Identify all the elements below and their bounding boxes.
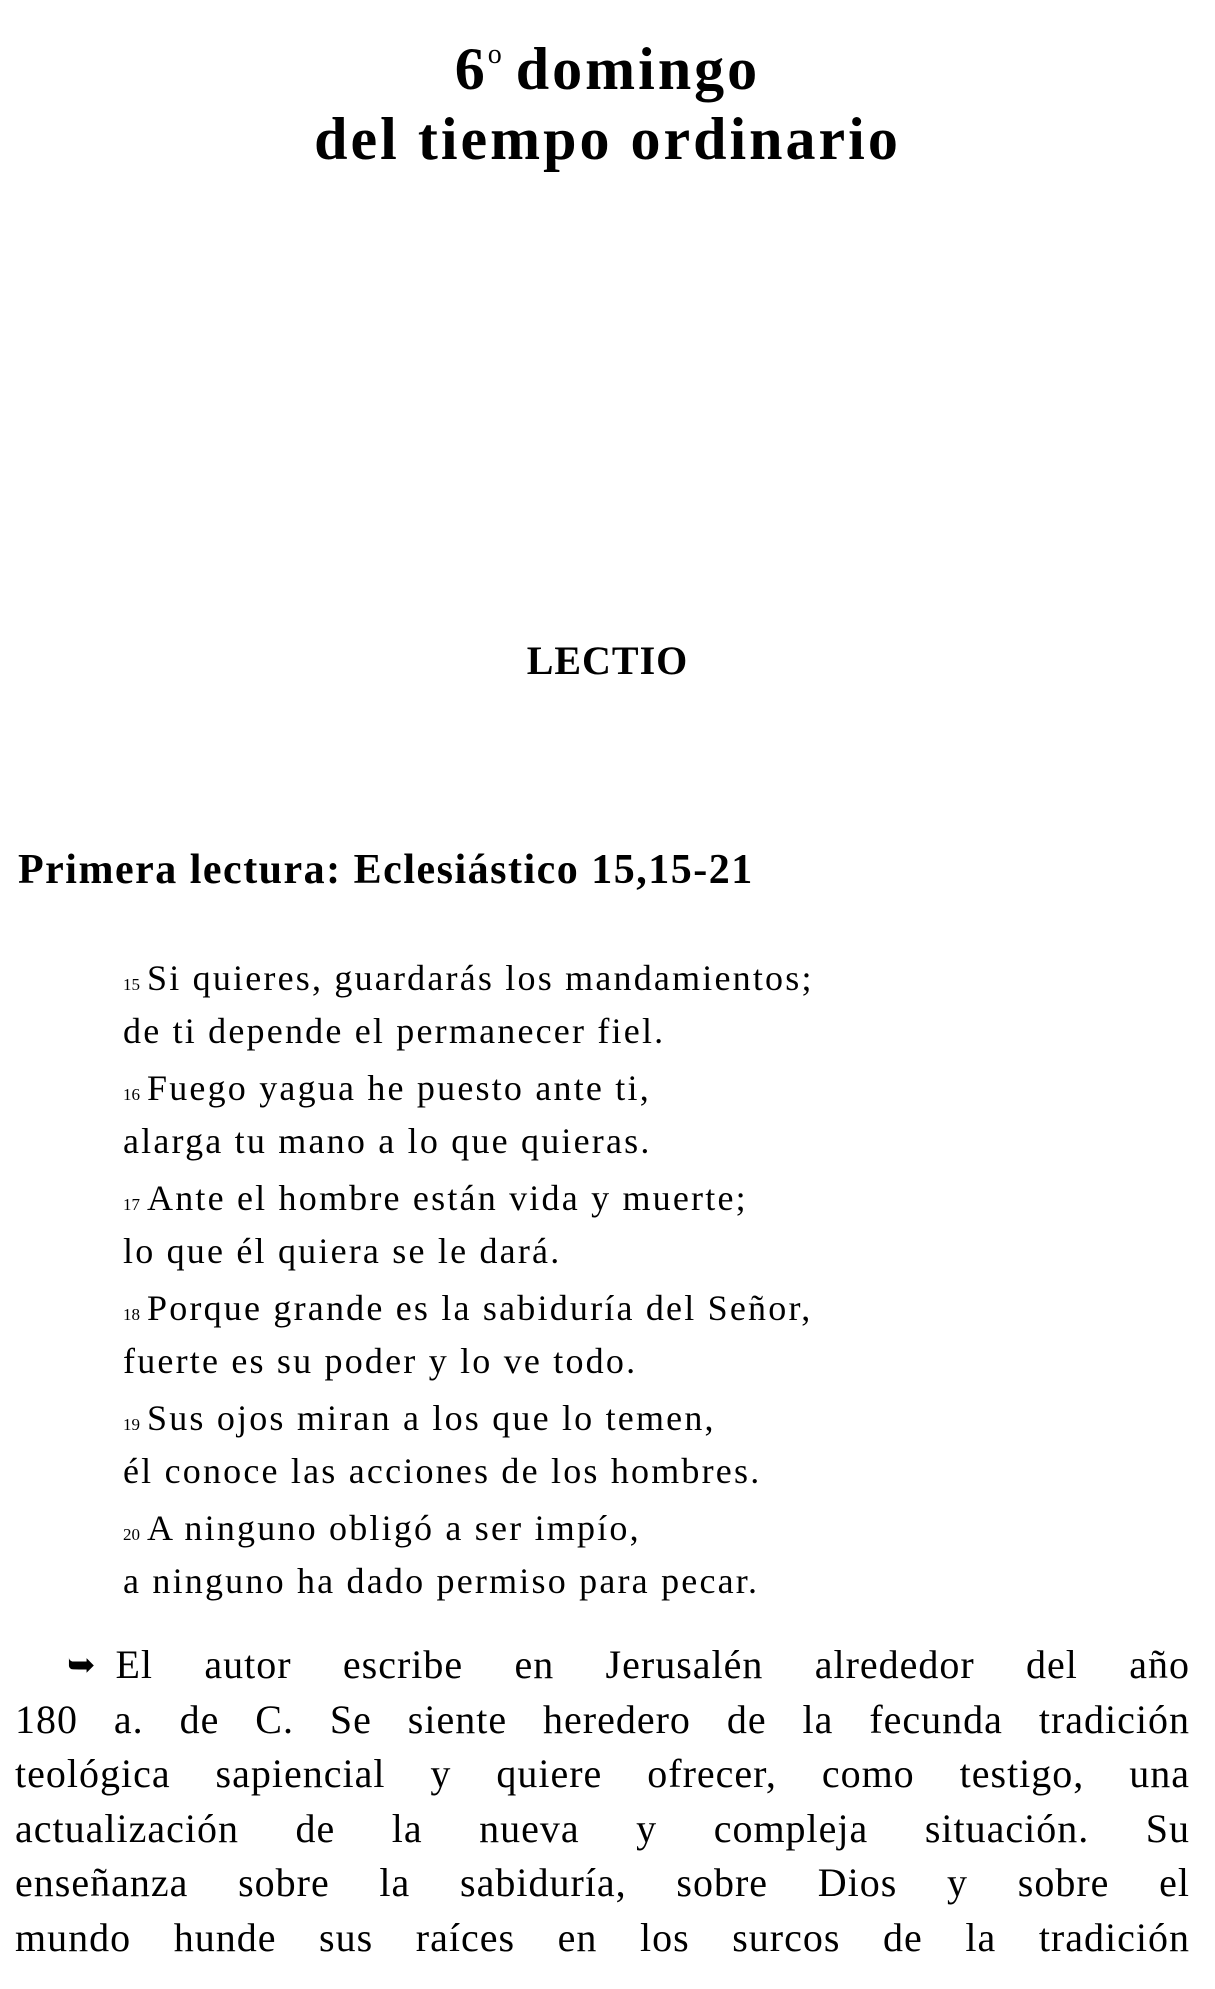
commentary-paragraph — [15, 1638, 1190, 1965]
verse — [123, 1395, 1123, 1495]
verse-number: 16 — [123, 1085, 140, 1104]
verse-line — [123, 1505, 1123, 1558]
verse-line: de ti depende el permanecer fiel. — [123, 1011, 666, 1051]
verse — [123, 955, 1123, 1055]
commentary-line: mundo hunde sus raíces en los surcos de la tradición — [15, 1914, 1190, 1960]
title-number: 6 — [454, 36, 488, 102]
commentary-line — [15, 1638, 1190, 1693]
title-line-1 — [0, 20, 1215, 104]
verse-list — [123, 955, 1123, 1615]
verse-number: 15 — [123, 975, 140, 994]
verse-text: Ante el hombre están vida y muerte; — [147, 1178, 748, 1218]
commentary-line: enseñanza sobre la sabiduría, sobre Dios y sobre el — [15, 1860, 1190, 1905]
verse-line: lo que él quiera se le dará. — [123, 1231, 562, 1271]
section-title: LECTIO — [526, 638, 689, 683]
verse-line: a ninguno ha dado permiso para pecar. — [123, 1561, 760, 1601]
verse — [123, 1505, 1123, 1605]
verse-text: Fuego yagua he puesto ante ti, — [147, 1068, 651, 1108]
verse-text: Porque grande es la sabiduría del Señor, — [147, 1288, 813, 1328]
verse-text: Si quieres, guardarás los mandamientos; — [147, 958, 814, 998]
title-word: domingo — [515, 36, 761, 102]
verse — [123, 1285, 1123, 1385]
title-line-2: del tiempo ordinario — [314, 106, 901, 172]
verse-line — [123, 1175, 1123, 1228]
verse-line — [123, 1285, 1123, 1338]
verse-number: 18 — [123, 1305, 140, 1324]
commentary-line: teológica sapiencial y quiere ofrecer, como testigo, una — [15, 1751, 1190, 1796]
reading-heading: Primera lectura: Eclesiástico 15,15-21 — [18, 847, 754, 893]
commentary-text: El autor escribe en Jerusalén alrededor del año — [115, 1642, 1190, 1687]
verse-number: 19 — [123, 1415, 140, 1434]
verse-text: Sus ojos miran a los que lo temen, — [147, 1398, 716, 1438]
verse-line: alarga tu mano a lo que quieras. — [123, 1121, 652, 1161]
verse-line — [123, 955, 1123, 1008]
verse — [123, 1065, 1123, 1165]
verse-text: A ninguno obligó a ser impío, — [147, 1508, 641, 1548]
verse — [123, 1175, 1123, 1275]
verse-line: él conoce las acciones de los hombres. — [123, 1451, 762, 1491]
commentary-line: 180 a. de C. Se siente heredero de la fecunda tradición — [15, 1696, 1190, 1742]
verse-number: 20 — [123, 1525, 140, 1544]
verse-line — [123, 1395, 1123, 1448]
arrow-right-icon — [67, 1638, 96, 1693]
title-ordinal-sup: o — [487, 39, 502, 70]
verse-line: fuerte es su poder y lo ve todo. — [123, 1341, 638, 1381]
page-title — [0, 20, 1215, 174]
commentary-line: actualización de la nueva y compleja situación. Su — [15, 1805, 1190, 1851]
verse-line — [123, 1065, 1123, 1118]
verse-number: 17 — [123, 1195, 140, 1214]
